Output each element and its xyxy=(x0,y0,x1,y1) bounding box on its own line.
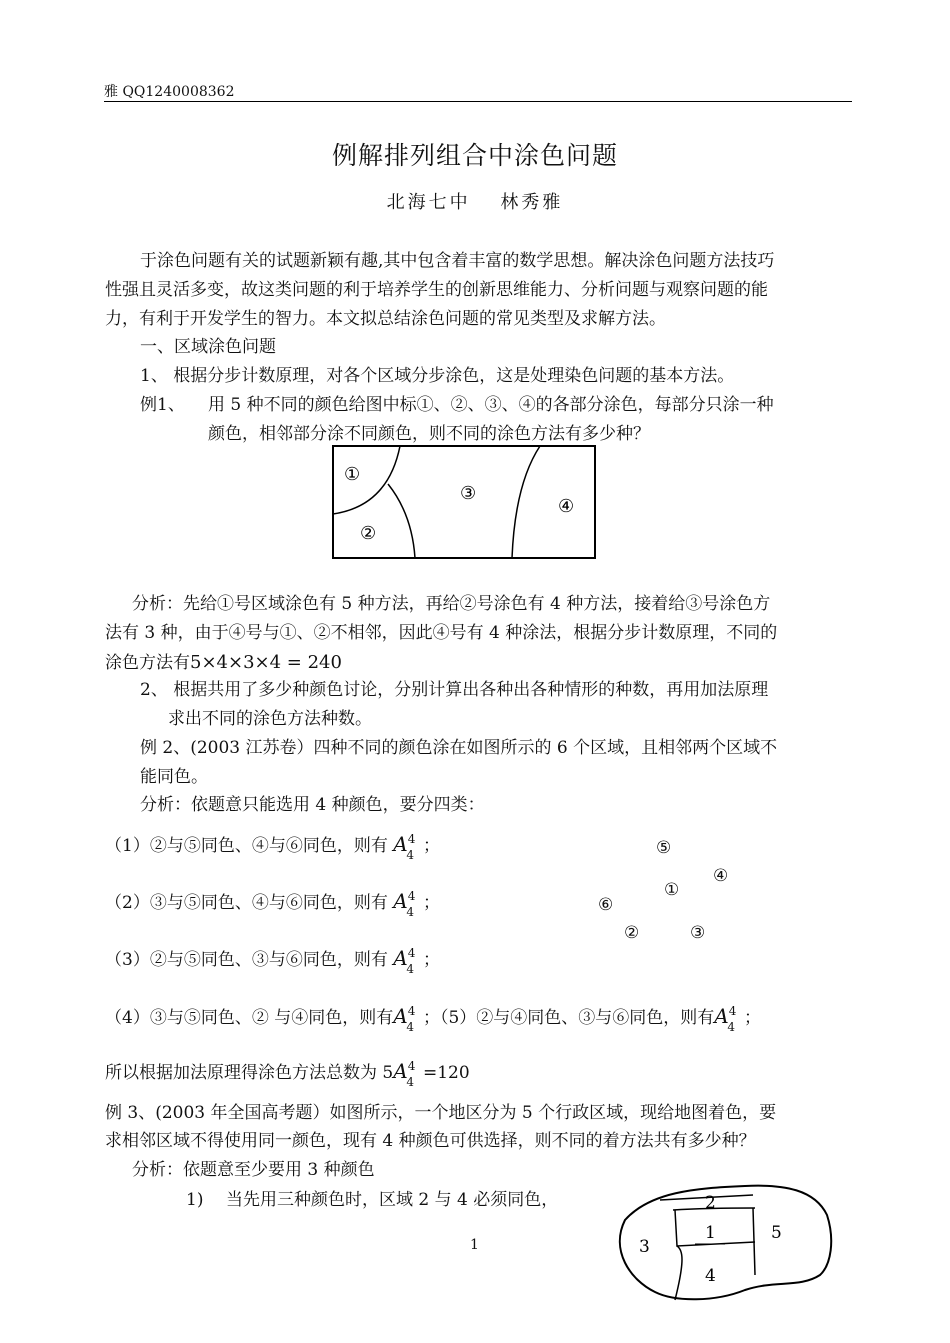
example-1-label: 例1、 xyxy=(140,395,185,415)
step-1-text: 当先用三种颜色时，区域 2 与 4 必须同色， xyxy=(226,1190,559,1210)
fig3-label-2: 2 xyxy=(705,1193,716,1213)
case-3: （3）②与⑤同色、③与⑥同色，则有 $A^4_4$ ； xyxy=(105,946,440,976)
fig1-label-3: ③ xyxy=(460,483,477,504)
case-2: （2）③与⑤同色、④与⑥同色，则有 $A^4_4$ ； xyxy=(105,889,440,919)
intro-line-3: 力，有利于开发学生的智力。本文拟总结涂色问题的常见类型及求解方法。 xyxy=(105,309,666,329)
fig3-label-5: 5 xyxy=(771,1223,782,1243)
page-number: 1 xyxy=(470,1237,479,1253)
fig1-label-2: ② xyxy=(360,523,377,544)
page-header: 雅 QQ1240008362 xyxy=(104,84,235,100)
example-2-line-1: 例 2、(2003 江苏卷）四种不同的颜色涂在如图所示的 6 个区域，且相邻两个区域不 xyxy=(140,738,778,758)
fig2-label-6: ⑥ xyxy=(598,895,614,915)
fig3-label-4: 4 xyxy=(705,1266,716,1286)
section-heading-1: 一、区域涂色问题 xyxy=(140,337,276,357)
author-line: 北海七中 林秀雅 xyxy=(386,192,564,213)
analysis-1-line-2: 法有 3 种，由于④号与①、②不相邻，因此④号有 4 种涂法，根据分步计数原理，不同的 xyxy=(105,623,778,643)
case-1: （1）②与⑤同色、④与⑥同色，则有 $A^4_4$ ； xyxy=(105,832,440,862)
fig2-label-4: ④ xyxy=(713,866,729,886)
fig2-label-1: ① xyxy=(664,880,680,900)
case-4-and-5: （4）③与⑤同色、② 与④同色，则有$A^4_4$ ；（5）②与④同色、③与⑥同色，则有$A^4_4$ ； xyxy=(105,1004,762,1034)
example-2-line-2: 能同色。 xyxy=(140,767,208,787)
example-3-line-1: 例 3、(2003 年全国高考题）如图所示，一个地区分为 5 个行政区域，现给地图着色，要 xyxy=(105,1103,777,1123)
fig3-label-3: 3 xyxy=(639,1237,650,1257)
fig2-label-3: ③ xyxy=(690,923,706,943)
analysis-2: 分析：依题意只能选用 4 种颜色，要分四类： xyxy=(140,795,485,815)
figure-1-regions xyxy=(330,444,600,562)
figure-3-map xyxy=(605,1180,835,1305)
step-1-number: 1) xyxy=(186,1190,204,1210)
analysis-3: 分析：依题意至少要用 3 种颜色 xyxy=(132,1160,375,1180)
intro-line-2: 性强且灵活多变，故这类问题的利于培养学生的创新思维能力、分析问题与观察问题的能 xyxy=(105,280,768,300)
intro-line-1: 于涂色问题有关的试题新颖有趣,其中包含着丰富的数学思想。解决涂色问题方法技巧 xyxy=(140,251,775,271)
method-2-line-1: 2、 根据共用了多少种颜色讨论，分别计算出各种出各种情形的种数，再用加法原理 xyxy=(140,680,769,700)
example-1-line-1: 用 5 种不同的颜色给图中标①、②、③、④的各部分涂色，每部分只涂一种 xyxy=(208,395,774,415)
fig1-label-1: ① xyxy=(344,464,361,485)
header-rule xyxy=(104,101,852,102)
fig2-label-5: ⑤ xyxy=(656,838,672,858)
fig3-label-1: 1 xyxy=(705,1223,716,1243)
method-2-line-2: 求出不同的涂色方法种数。 xyxy=(168,709,372,729)
analysis-1-line-3: 涂色方法有5×4×3×4 = 240 xyxy=(105,652,342,673)
example-1-line-2: 颜色，相邻部分涂不同颜色，则不同的涂色方法有多少种？ xyxy=(208,424,650,444)
fig1-label-4: ④ xyxy=(558,496,575,517)
sum-line: 所以根据加法原理得涂色方法总数为 $5A^4_4 =120$ xyxy=(105,1059,470,1089)
fig2-label-2: ② xyxy=(624,923,640,943)
formula-1: 5×4×3×4 = 240 xyxy=(190,652,342,673)
method-1: 1、 根据分步计数原理，对各个区域分步涂色，这是处理染色问题的基本方法。 xyxy=(140,366,735,386)
example-3-line-2: 求相邻区域不得使用同一颜色，现有 4 种颜色可供选择，则不同的着方法共有多少种？ xyxy=(105,1131,756,1151)
document-title: 例解排列组合中涂色问题 xyxy=(331,141,618,170)
analysis-1-line-1: 分析：先给①号区域涂色有 5 种方法，再给②号涂色有 4 种方法，接着给③号涂色方 xyxy=(132,594,771,614)
